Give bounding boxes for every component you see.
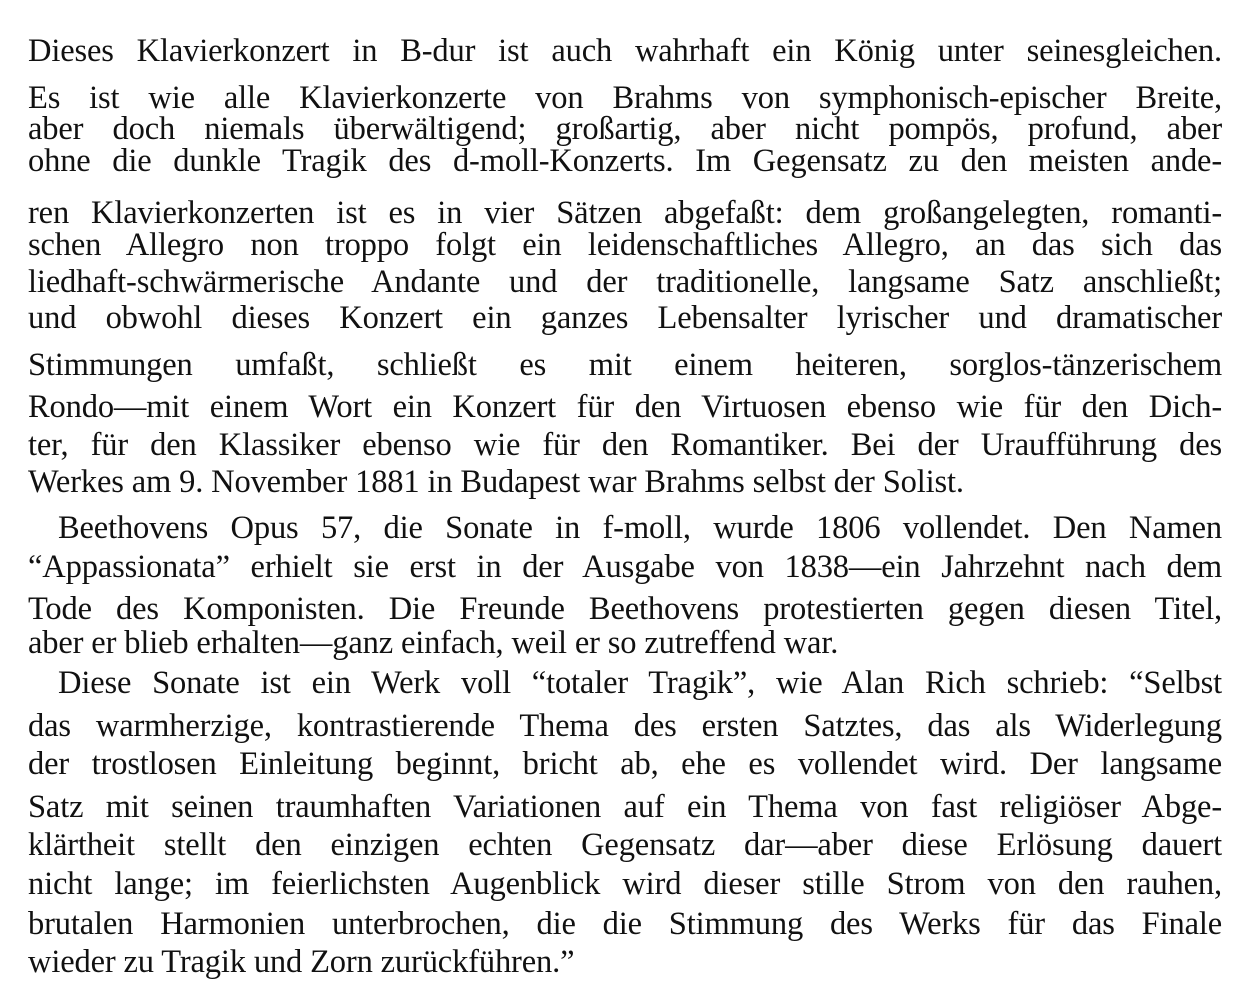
text-line: Diese Sonate ist ein Werk voll “totaler Tragik”, wie Alan Rich schrieb: “Selbst [58,665,1222,701]
text-line: Stimmungen umfaßt, schließt es mit einem heiteren, sorglos-tänzerischem [28,347,1222,383]
text-line: Tode des Komponisten. Die Freunde Beethovens protestierten gegen diesen Titel, [28,591,1222,627]
text-line: schen Allegro non troppo folgt ein leidenschaftliches Allegro, an das sich das [28,227,1222,263]
text-line: Dieses Klavierkonzert in B-dur ist auch wahrhaft ein König unter seinesgleichen. [28,33,1222,69]
text-line: nicht lange; im feierlichsten Augenblick wird dieser stille Strom von den rauhen, [28,866,1222,902]
text-line: Es ist wie alle Klavierkonzerte von Brahms von symphonisch-epischer Breite, [28,80,1222,116]
text-line: liedhaft-schwärmerische Andante und der traditionelle, langsame Satz anschließt; [28,264,1222,300]
text-line: das warmherzige, kontrastierende Thema des ersten Satztes, das als Widerlegung [28,708,1222,744]
text-line: wieder zu Tragik und Zorn zurückführen.” [28,944,575,980]
text-line: ohne die dunkle Tragik des d-moll-Konzerts. Im Gegensatz zu den meisten ande- [28,143,1222,179]
text-line: aber doch niemals überwältigend; großartig, aber nicht pompös, profund, aber [28,111,1222,147]
text-line: Rondo—mit einem Wort ein Konzert für den Virtuosen ebenso wie für den Dich- [28,389,1222,425]
text-line: der trostlosen Einleitung beginnt, bricht ab, ehe es vollendet wird. Der langsame [28,746,1222,782]
text-line: klärtheit stellt den einzigen echten Gegensatz dar—aber diese Erlösung dauert [28,827,1222,863]
text-line: brutalen Harmonien unterbrochen, die die Stimmung des Werks für das Finale [28,906,1222,942]
text-line: Beethovens Opus 57, die Sonate in f-moll, wurde 1806 vollendet. Den Namen [58,510,1222,546]
text-line: und obwohl dieses Konzert ein ganzes Lebensalter lyrischer und dramatischer [28,300,1222,336]
text-line: “Appassionata” erhielt sie erst in der Ausgabe von 1838—ein Jahrzehnt nach dem [28,549,1222,585]
text-line: ter, für den Klassiker ebenso wie für den Romantiker. Bei der Uraufführung des [28,427,1222,463]
text-line: aber er blieb erhalten—ganz einfach, weil er so zutreffend war. [28,625,839,661]
text-line: Werkes am 9. November 1881 in Budapest war Brahms selbst der Solist. [28,464,964,500]
text-line: ren Klavierkonzerten ist es in vier Sätzen abgefaßt: dem großangelegten, romanti- [28,195,1222,231]
text-line: Satz mit seinen traumhaften Variationen auf ein Thema von fast religiöser Abge- [28,789,1222,825]
